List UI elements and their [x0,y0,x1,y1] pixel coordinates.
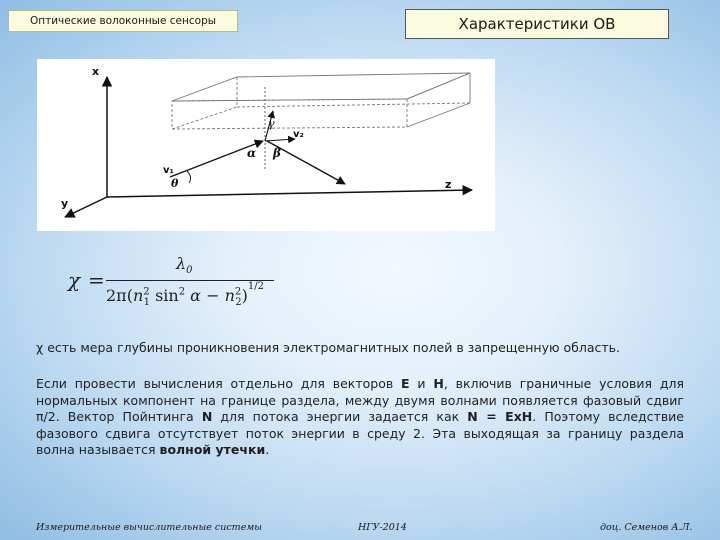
axis-x-label: x [92,65,100,78]
lambda-subscript: 0 [186,265,193,277]
geometry-diagram [37,59,495,231]
vector-e: E [401,376,410,391]
n1-sup: 2 [143,286,150,298]
alpha-symbol: α − [185,286,225,305]
leaky-wave-paragraph [36,376,684,459]
footer-course: Измерительные вычислительные системы [36,522,262,533]
p2-part-c: для потока энергии задается как [212,409,468,424]
axis-z-line [107,190,472,197]
axis-y-label: y [61,197,69,210]
p2-part-a: Если провести вычисления отдельно для векторов [36,376,402,391]
p2-end: . [265,442,270,457]
formula-denominator [106,280,264,309]
v2-label: v₂ [293,129,304,140]
formula-equals: = [88,268,105,292]
n2-sub: 2 [235,297,242,309]
p2-part-d: . Поэтому вследствие фазового сдвига отсутствует поток энергии в среду 2. Эта выходящая за границу раздела волна называется [36,409,685,457]
slab-box [172,73,470,129]
diagram-svg [37,59,495,231]
v2-direction [265,139,295,141]
footer-university: НГУ-2014 [358,522,407,533]
sin-sup: 2 [178,286,186,298]
vector-h: H [433,376,444,391]
vector-n: N [201,409,213,424]
theta-arc [187,171,191,183]
theta-label: θ [171,177,179,190]
n2-sup: 2 [234,286,242,298]
axis-y-line [65,197,107,217]
formula-lhs: χ [68,268,81,292]
p2-part-b: , включив граничные условия для нормальных компонент на границе раздела, между двумя волнами появляется фазовый сдвиг π/2. Вектор Пойнтинга [36,376,684,424]
formula-numerator [176,254,193,276]
n2-symbol: n [224,286,235,305]
gamma-label: γ [268,117,275,130]
den-exponent: 1/2 [247,280,264,292]
presentation-title: Оптические волоконные сенсоры [8,10,238,32]
n1-symbol: n [132,286,144,305]
axis-z-label: z [445,178,452,191]
sin-text: sin [150,286,179,305]
v1-label: v₁ [163,165,174,176]
den-open: 2π( [106,286,133,305]
p2-and: и [409,376,434,391]
alpha-label: α [247,146,257,160]
footer-author: доц. Семенов А.Л. [600,522,693,533]
chi-definition-text: χ есть мера глубины проникновения электромагнитных полей в запрещенную область. [36,340,620,355]
lambda-symbol: λ [176,254,187,273]
leaky-wave-term: волной утечки [159,442,266,457]
beta-label: β [273,146,281,160]
slide-title: Характеристики ОВ [405,9,669,39]
den-close: ) [241,286,248,305]
poynting-formula: N = ExH [467,409,533,424]
n1-sub: 1 [143,297,150,309]
penetration-depth-formula [68,252,278,322]
